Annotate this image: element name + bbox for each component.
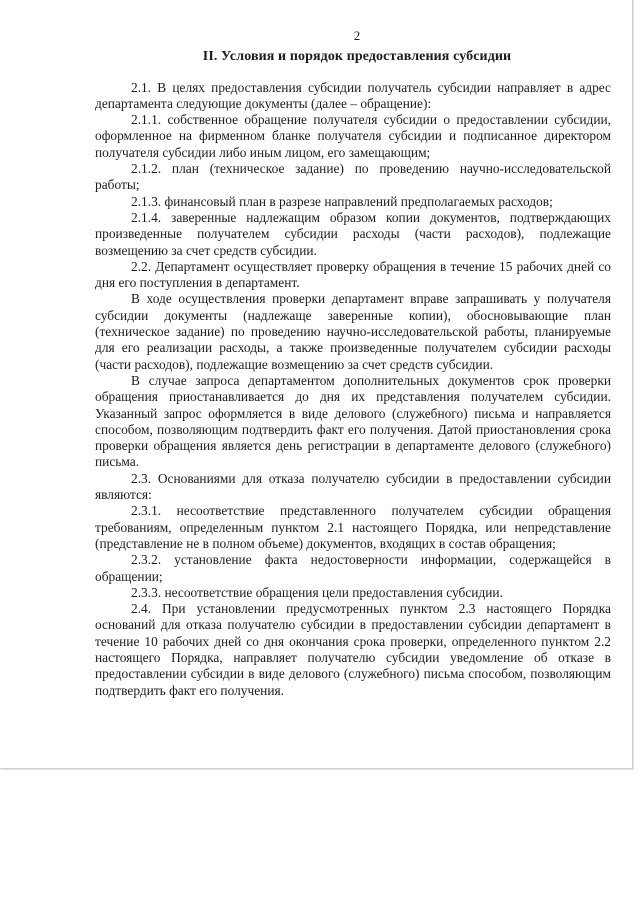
paragraph-2-1: 2.1. В целях предоставления субсидии получатель субсидии направляет в адрес департамента следующие документы (далее – обращение): <box>95 79 611 111</box>
paragraph-2-3-2: 2.3.2. установление факта недостоверности информации, содержащейся в обращении; <box>95 552 611 584</box>
document-body <box>95 28 611 699</box>
page-number: 2 <box>353 28 361 43</box>
paragraph-2-1-4: 2.1.4. заверенные надлежащим образом копии документов, подтверждающих произведенные получателем субсидии расходы (части расходов), подлежащие возмещению за счет средств субсидии. <box>95 209 611 258</box>
paragraph-2-3: 2.3. Основаниями для отказа получателю субсидии в предоставлении субсидии являются: <box>95 470 611 503</box>
paragraph-2-4: 2.4. При установлении предусмотренных пунктом 2.3 настоящего Порядка оснований для отказа получателю субсидии в предоставлении субсидии департамент в течение 10 рабочих дней со дня окончания срока проверки, определенного пунктом 2.2 настоящего Порядка, направляет получателю субсидии уведомление об отказе в предоставлении субсидии в виде делового (служебного) письма способом, позволяющим подтвердить факт его получения. <box>95 601 611 698</box>
section-title: II. Условия и порядок предоставления субсидии <box>202 49 512 65</box>
paragraph-2-3-3: 2.3.3. несоответствие обращения цели предоставления субсидии. <box>131 584 503 600</box>
paragraph-check-request: В ходе осуществления проверки департамент вправе запрашивать у получателя субсидии документы (надлежаще заверенные копии), обосновывающие план (техническое задание) по проведению научно-исследовательской работы, планируемые для его реализации расходы, а также произведенные получателем субсидии расходы (части расходов), подлежащие возмещению за счет средств субсидии. <box>95 291 611 372</box>
paragraph-2-1-1: 2.1.1. собственное обращение получателя субсидии о предоставлении субсидии, оформленное на фирменном бланке получателя субсидии и подписанное директором получателя субсидии либо иным лицом, его замещающим; <box>95 112 611 160</box>
paragraph-suspension: В случае запроса департаментом дополнительных документов срок проверки обращения приостанавливается до дня их представления получателем субсидии. Указанный запрос оформляется в виде делового (служебного) письма и направляется способом, позволяющим подтвердить факт его получения. Датой приостановления срока проверки обращения является день регистрации в департаменте делового (служебного) письма. <box>95 372 611 470</box>
paragraph-2-2: 2.2. Департамент осуществляет проверку обращения в течение 15 рабочих дней со дня его поступления в департамент. <box>95 258 611 291</box>
paragraph-2-1-2: 2.1.2. план (техническое задание) по проведению научно-исследовательской работы; <box>95 161 611 193</box>
paragraph-2-3-1: 2.3.1. несоответствие представленного получателем субсидии обращения требованиям, определенным пунктом 2.1 настоящего Порядка, или непредставление (представление не в полном объеме) документов, входящих в состав обращения; <box>95 503 611 551</box>
paragraph-2-1-3: 2.1.3. финансовый план в разрезе направлений предполагаемых расходов; <box>131 193 553 209</box>
